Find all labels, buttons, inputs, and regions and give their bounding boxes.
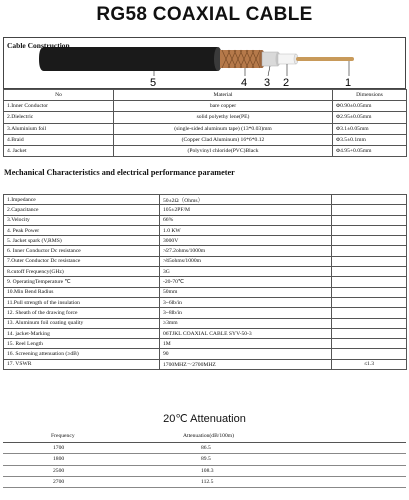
mech-extra bbox=[332, 215, 407, 225]
cable-jacket bbox=[39, 47, 222, 71]
callout-4: 4 bbox=[241, 77, 248, 89]
mech-value: ≯45ohms/1000m bbox=[160, 256, 332, 266]
mech-param: 8.cutoff Frequency(GHz) bbox=[4, 267, 160, 277]
mech-row bbox=[4, 297, 407, 307]
mech-value: ≯27.2ohms/1000m bbox=[160, 246, 332, 256]
mech-value: 3~6lb/in bbox=[160, 297, 332, 307]
spec-header-material: Material bbox=[114, 90, 333, 101]
cable-dielectric bbox=[278, 54, 296, 64]
mech-param: 16. Screening attenuation (≥dB) bbox=[4, 349, 160, 359]
mech-param: 12. Sheath of the drawing force bbox=[4, 308, 160, 318]
spec-row bbox=[4, 123, 407, 134]
spec-dim: Φ2.95±0.05mm bbox=[333, 112, 407, 123]
mech-value: 1M bbox=[160, 339, 332, 349]
mech-param: 4. Peak Power bbox=[4, 225, 160, 235]
cable-conductor bbox=[296, 57, 354, 61]
attenuation-row bbox=[3, 477, 406, 488]
spec-no: 3.Aluminium foil bbox=[4, 123, 114, 134]
callout-5: 5 bbox=[150, 77, 157, 89]
mech-row bbox=[4, 225, 407, 235]
spec-header-no: No bbox=[4, 90, 114, 101]
mech-row bbox=[4, 318, 407, 328]
mech-param: 9. OperatingTemperature ℃ bbox=[4, 277, 160, 287]
attenuation-frequency: 2500 bbox=[3, 465, 143, 476]
spec-dim: Φ4.95+0.05mm bbox=[333, 145, 407, 156]
attenuation-table bbox=[3, 431, 406, 488]
attenuation-row bbox=[3, 454, 406, 465]
mech-extra bbox=[332, 318, 407, 328]
mech-extra bbox=[332, 349, 407, 359]
attenuation-header-value: Attenuation(dB/100m) bbox=[143, 431, 406, 442]
mech-row bbox=[4, 246, 407, 256]
mech-value: 3~8lb/in bbox=[160, 308, 332, 318]
attenuation-header-row bbox=[3, 431, 406, 442]
mech-extra bbox=[332, 308, 407, 318]
mech-value: 1700MHZ～2700MHZ bbox=[160, 359, 332, 369]
mech-param: 13. Aluminum foil coating quality bbox=[4, 318, 160, 328]
mech-row bbox=[4, 339, 407, 349]
mech-param: 2.Capacitance bbox=[4, 205, 160, 215]
spec-header-row bbox=[4, 90, 407, 101]
mech-extra: ≤1.3 bbox=[332, 359, 407, 369]
mech-param: 10.Min Bend Radius bbox=[4, 287, 160, 297]
spec-material: solid polyethy lene(PE) bbox=[114, 112, 333, 123]
spec-row bbox=[4, 112, 407, 123]
spec-table bbox=[3, 89, 407, 157]
page-title: RG58 COAXIAL CABLE bbox=[96, 4, 313, 25]
spec-no: 1.Inner Conductor bbox=[4, 101, 114, 112]
mech-extra bbox=[332, 236, 407, 246]
mech-value: 90 bbox=[160, 349, 332, 359]
mech-param: 3.Velocity bbox=[4, 215, 160, 225]
mech-value: -20-70℃ bbox=[160, 277, 332, 287]
mech-row bbox=[4, 359, 407, 369]
spec-dim: Φ0.90±0.05mm bbox=[333, 101, 407, 112]
attenuation-frequency: 1700 bbox=[3, 442, 143, 453]
spec-material: (Copper Clad Aluminum) 16*6*0.12 bbox=[114, 134, 333, 145]
mech-value: 105±2PF/M bbox=[160, 205, 332, 215]
spec-no: 2.Dielectric bbox=[4, 112, 114, 123]
mech-extra bbox=[332, 277, 407, 287]
mech-value: 1.0 KW bbox=[160, 225, 332, 235]
mech-row bbox=[4, 277, 407, 287]
spec-row bbox=[4, 134, 407, 145]
mech-row bbox=[4, 308, 407, 318]
attenuation-frequency: 2700 bbox=[3, 477, 143, 488]
mech-row bbox=[4, 349, 407, 359]
mech-value: 50±2Ω（Ohms） bbox=[160, 195, 332, 205]
mech-extra bbox=[332, 205, 407, 215]
attenuation-value: 86.5 bbox=[143, 442, 406, 453]
spec-dim: Φ3.5±0.1mm bbox=[333, 134, 407, 145]
callout-3: 3 bbox=[264, 77, 271, 89]
mech-extra bbox=[332, 328, 407, 338]
mech-row bbox=[4, 205, 407, 215]
mech-value: 3G bbox=[160, 267, 332, 277]
mech-param: 14. jacket-Marking bbox=[4, 328, 160, 338]
spec-material: (single-sided aluminum tape) (13*0.03)mm bbox=[114, 123, 333, 134]
spec-row bbox=[4, 101, 407, 112]
mech-value: 50mm bbox=[160, 287, 332, 297]
attenuation-value: 108.3 bbox=[143, 465, 406, 476]
mech-extra bbox=[332, 267, 407, 277]
construction-label: Cable Construction bbox=[7, 41, 70, 50]
mech-param: 1.Impedance bbox=[4, 195, 160, 205]
mech-extra bbox=[332, 195, 407, 205]
spec-dim: Φ3.1±0.05mm bbox=[333, 123, 407, 134]
spec-material: bare copper bbox=[114, 101, 333, 112]
mech-table bbox=[3, 194, 407, 370]
mech-row bbox=[4, 236, 407, 246]
attenuation-row bbox=[3, 465, 406, 476]
mech-value: 3000V bbox=[160, 236, 332, 246]
mech-extra bbox=[332, 297, 407, 307]
mech-extra bbox=[332, 287, 407, 297]
mech-row bbox=[4, 328, 407, 338]
mech-param: 7.Outer Conductor Dc resistance bbox=[4, 256, 160, 266]
spec-no: 4.Braid bbox=[4, 134, 114, 145]
mech-row bbox=[4, 267, 407, 277]
mech-extra bbox=[332, 225, 407, 235]
mech-param: 6. Inner Conductor Dc resistance bbox=[4, 246, 160, 256]
mech-extra bbox=[332, 246, 407, 256]
attenuation-frequency: 1800 bbox=[3, 454, 143, 465]
mech-param: 15. Reel Length bbox=[4, 339, 160, 349]
attenuation-value: 112.5 bbox=[143, 477, 406, 488]
mech-value: 66% bbox=[160, 215, 332, 225]
callout-2: 2 bbox=[283, 77, 290, 89]
mech-value: 06TJKL COAXIAL CABLE SYV-50-3 bbox=[160, 328, 332, 338]
spec-material: (Polyvinyl chloride(PVC)Black bbox=[114, 145, 333, 156]
mech-param: 5. Jacket spark (V,RMS) bbox=[4, 236, 160, 246]
attenuation-title: 20℃ Attenuation bbox=[163, 413, 246, 425]
mech-row bbox=[4, 287, 407, 297]
mech-row bbox=[4, 215, 407, 225]
mech-param: 11.Pull strength of the insulation bbox=[4, 297, 160, 307]
spec-no: 4. Jacket bbox=[4, 145, 114, 156]
callout-1: 1 bbox=[345, 77, 352, 89]
spec-row bbox=[4, 145, 407, 156]
mech-row bbox=[4, 256, 407, 266]
cable-construction-panel bbox=[3, 37, 406, 89]
attenuation-row bbox=[3, 442, 406, 453]
mech-value: ≥3mm bbox=[160, 318, 332, 328]
mech-param: 17. VSWR bbox=[4, 359, 160, 369]
attenuation-value: 89.5 bbox=[143, 454, 406, 465]
attenuation-header-frequency: Frequency bbox=[3, 431, 143, 442]
mech-section-title: Mechanical Characteristics and electrical performance parameter bbox=[4, 168, 235, 177]
mech-extra bbox=[332, 339, 407, 349]
mech-row bbox=[4, 195, 407, 205]
mech-extra bbox=[332, 256, 407, 266]
spec-header-dimensions: Dimensions bbox=[333, 90, 407, 101]
